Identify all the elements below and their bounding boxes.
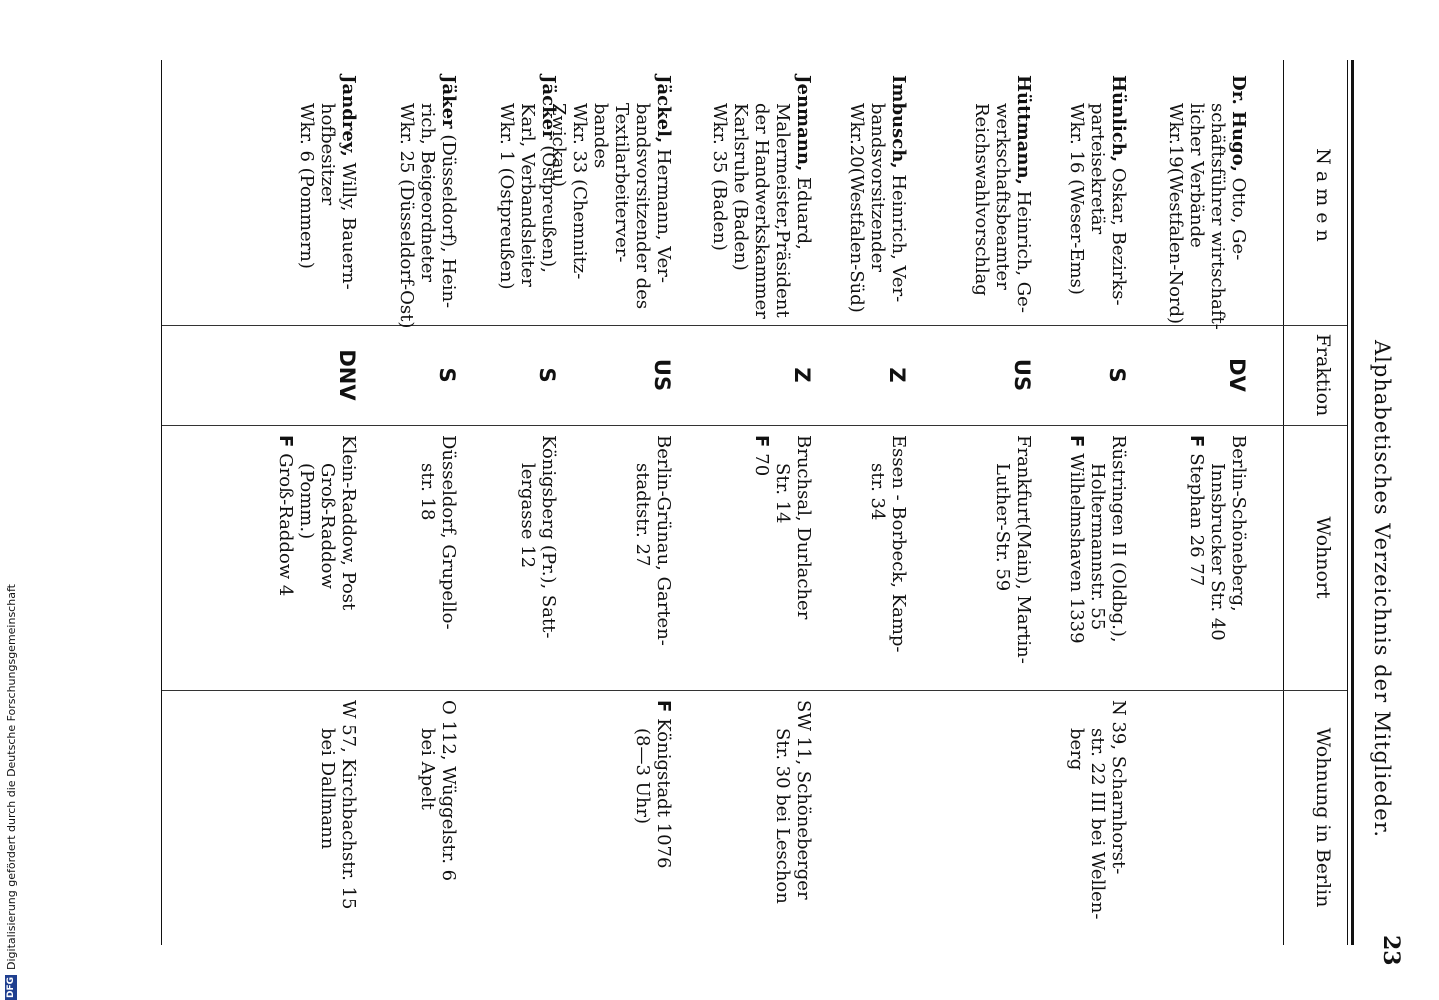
wohnort-line: Berlin-Schöneberg, bbox=[1228, 435, 1249, 612]
fraktion-cell: Z bbox=[885, 367, 909, 383]
telephone-number: Wilhelmshaven 1339 bbox=[1066, 453, 1087, 644]
member-name-cell bbox=[548, 75, 674, 320]
member-name-cell bbox=[971, 75, 1034, 320]
member-name-line: bandsvorsitzender des bbox=[632, 103, 653, 310]
member-name-line: parteisekretär bbox=[1087, 103, 1108, 235]
berlin-address-cell bbox=[772, 700, 814, 960]
berlin-address-cell bbox=[1066, 700, 1129, 960]
berlin-address-cell bbox=[317, 700, 359, 960]
fraktion-cell: US bbox=[1010, 358, 1034, 392]
wohnort-cell bbox=[867, 435, 909, 685]
header-rule bbox=[1283, 60, 1284, 945]
berlin-address-line: Str. 30 bei Leschon bbox=[772, 728, 793, 904]
member-surname: Imbusch, bbox=[888, 75, 909, 169]
bottom-rule bbox=[161, 60, 162, 945]
member-name-line: Wkr. 6 (Pommern) bbox=[296, 103, 317, 269]
wohnort-line: Bruchsal, Durlacher bbox=[793, 435, 814, 620]
member-name-line: Hermann, Ver- bbox=[653, 148, 674, 283]
telephone-marker: F bbox=[751, 435, 772, 448]
page-title: Alphabetisches Verzeichnis der Mitglieder. bbox=[1370, 340, 1394, 839]
wohnort-line: Frankfurt(Main), Martin- bbox=[1013, 435, 1034, 664]
member-name-line: rich, Beigeordneter bbox=[417, 103, 438, 282]
column-divider-2 bbox=[162, 425, 1347, 426]
telephone-marker: F bbox=[275, 435, 296, 448]
wohnort-cell bbox=[517, 435, 559, 685]
telephone-marker: F bbox=[1066, 435, 1087, 448]
member-surname: Jäker bbox=[438, 75, 459, 129]
member-name-line: bandsvorsitzender bbox=[867, 103, 888, 272]
member-name-line: (Düsseldorf), Hein- bbox=[438, 134, 459, 309]
fraktion-cell: DV bbox=[1225, 358, 1249, 392]
fraktion-cell: S bbox=[435, 367, 459, 383]
fraktion-cell: DNV bbox=[335, 349, 359, 401]
column-divider-3 bbox=[162, 690, 1347, 691]
member-surname: Jäckel, bbox=[653, 75, 674, 144]
header-berlin: Wohnung in Berlin bbox=[1312, 727, 1334, 908]
member-name-line: schäftsführer wirtschaft- bbox=[1207, 103, 1228, 330]
member-name-cell bbox=[1066, 75, 1129, 320]
wohnort-line: str. 18 bbox=[417, 463, 438, 521]
header-name: N a m e n bbox=[1312, 148, 1334, 242]
fraktion-cell: S bbox=[1105, 367, 1129, 383]
wohnort-line: Rüstringen II (Oldbg.), bbox=[1108, 435, 1129, 643]
wohnort-line: Essen - Borbeck, Kamp- bbox=[888, 435, 909, 653]
member-name-line: Karl, Verbandsleiter bbox=[517, 103, 538, 287]
wohnort-line: Luther-Str. 59 bbox=[992, 463, 1013, 592]
member-name-cell bbox=[1165, 75, 1249, 330]
member-name-line: Wkr. 16 (Weser-Ems) bbox=[1066, 103, 1087, 295]
member-name-line: Eduard, bbox=[793, 176, 814, 250]
wohnort-line: Holtermannstr. 55 bbox=[1087, 463, 1108, 631]
fraktion-cell: S bbox=[535, 367, 559, 383]
member-name-line: Wkr. 1 (Ostpreußen) bbox=[496, 103, 517, 290]
member-name-line: Wkr. 25 (Düsseldorf-Ost) bbox=[396, 103, 417, 329]
wohnort-line: Str. 14 bbox=[772, 463, 793, 524]
member-name-line: Heinrich, Ge- bbox=[1013, 190, 1034, 313]
dfg-footer bbox=[439, 0, 479, 1000]
member-name-line: Wkr.19(Westfalen-Nord) bbox=[1165, 103, 1186, 325]
telephone-number: Groß-Raddow 4 bbox=[275, 453, 296, 597]
wohnort-line: Innsbrucker Str. 40 bbox=[1207, 463, 1228, 641]
member-name-line: hofbesitzer bbox=[317, 103, 338, 206]
member-name-line: Oskar, Bezirks- bbox=[1108, 167, 1129, 306]
member-name-line: Zwickau) bbox=[548, 103, 569, 188]
wohnort-line: Berlin-Grünau, Garten- bbox=[653, 435, 674, 646]
wohnort-cell bbox=[275, 435, 359, 685]
member-name-line: werkschaftsbeamter bbox=[992, 103, 1013, 290]
dfg-attribution bbox=[0, 584, 22, 1000]
wohnort-cell bbox=[632, 435, 674, 685]
member-name-line: Karlsruhe (Baden) bbox=[730, 103, 751, 271]
member-name-line: Textilarbeiterver- bbox=[611, 103, 632, 263]
member-name-line: der Handwerkskammer bbox=[751, 103, 772, 319]
member-name-line: (Ostpreußen), bbox=[538, 145, 559, 273]
wohnort-cell bbox=[992, 435, 1034, 685]
member-name-line: Reichswahlvorschlag bbox=[971, 103, 992, 296]
dfg-text: Digitalisierung gefördert durch die Deutsche Forschungsgemeinschaft bbox=[4, 584, 18, 970]
member-name-cell bbox=[296, 75, 359, 320]
wohnort-line: str. 34 bbox=[867, 463, 888, 521]
wohnort-line: Klein-Raddow, Post bbox=[338, 435, 359, 611]
member-name-cell bbox=[496, 75, 559, 320]
wohnort-cell bbox=[1066, 435, 1129, 685]
telephone-number: 70 bbox=[751, 453, 772, 477]
berlin-address-cell bbox=[632, 700, 674, 960]
berlin-address-line: str. 22 III bei Wellen- bbox=[1087, 728, 1108, 920]
berlin-address-line: bei Dallmann bbox=[317, 728, 338, 850]
top-double-rule-b bbox=[1347, 60, 1348, 945]
berlin-address-line: SW 11, Schöneberger bbox=[793, 700, 814, 900]
member-surname: Hüttmann, bbox=[1013, 75, 1034, 185]
telephone-number: Stephan 26 77 bbox=[1186, 453, 1207, 587]
wohnort-cell bbox=[1186, 435, 1249, 685]
member-name-line: Wkr. 33 (Chemnitz- bbox=[569, 103, 590, 280]
berlin-address-line: W 57, Kirchbachstr. 15 bbox=[338, 700, 359, 910]
header-wohnort: Wohnort bbox=[1312, 516, 1334, 599]
wohnort-line: Königsberg (Pr.), Satt- bbox=[538, 435, 559, 639]
page-number: 23 bbox=[1378, 935, 1404, 966]
member-name-line: licher Verbände bbox=[1186, 103, 1207, 248]
berlin-address-line: O 112, Wüggelstr. 6 bbox=[438, 700, 459, 882]
member-surname: Hünlich, bbox=[1108, 75, 1129, 163]
column-divider-1 bbox=[162, 325, 1347, 326]
member-name-line: bandes bbox=[590, 103, 611, 169]
wohnort-line: stadtstr. 27 bbox=[632, 463, 653, 567]
telephone-marker: F bbox=[1186, 435, 1207, 448]
berlin-address-line: bei Apelt bbox=[417, 728, 438, 810]
wohnort-line: Groß-Raddow bbox=[317, 463, 338, 589]
wohnort-line: (Pomm.) bbox=[296, 463, 317, 540]
top-double-rule-a bbox=[1351, 60, 1354, 945]
fraktion-cell: US bbox=[650, 358, 674, 392]
member-surname: Jenmann, bbox=[793, 75, 814, 172]
berlin-address-line: berg bbox=[1066, 728, 1087, 771]
member-surname: Dr. Hugo, bbox=[1228, 75, 1249, 172]
telephone-marker: F bbox=[653, 700, 674, 713]
member-name-line: Wkr.20(Westfalen-Süd) bbox=[846, 103, 867, 313]
member-name-line: Malermeister,Präsident bbox=[772, 103, 793, 318]
member-name-line: Otto, Ge- bbox=[1228, 177, 1249, 261]
fraktion-cell: Z bbox=[790, 367, 814, 383]
member-surname: Jandrey, bbox=[338, 75, 359, 157]
header-fraktion: Fraktion bbox=[1312, 333, 1334, 417]
member-name-cell bbox=[846, 75, 909, 320]
wohnort-line: lergasse 12 bbox=[517, 463, 538, 569]
berlin-address-line: (8—3 Uhr) bbox=[632, 728, 653, 825]
wohnort-line: Düsseldorf, Grupello- bbox=[438, 435, 459, 630]
member-name-line: Willy, Bauern- bbox=[338, 162, 359, 290]
wohnort-cell bbox=[751, 435, 814, 685]
dfg-logo: DFG bbox=[6, 976, 16, 998]
member-name-line: Heinrich, Ver- bbox=[888, 174, 909, 303]
member-name-line: Wkr. 35 (Baden) bbox=[709, 103, 730, 251]
member-name-cell bbox=[709, 75, 814, 320]
member-surname: Jäcker bbox=[538, 75, 559, 140]
berlin-address-line: Königstadt 1076 bbox=[653, 718, 674, 869]
berlin-address-line: N 39, Scharnhorst- bbox=[1108, 700, 1129, 875]
